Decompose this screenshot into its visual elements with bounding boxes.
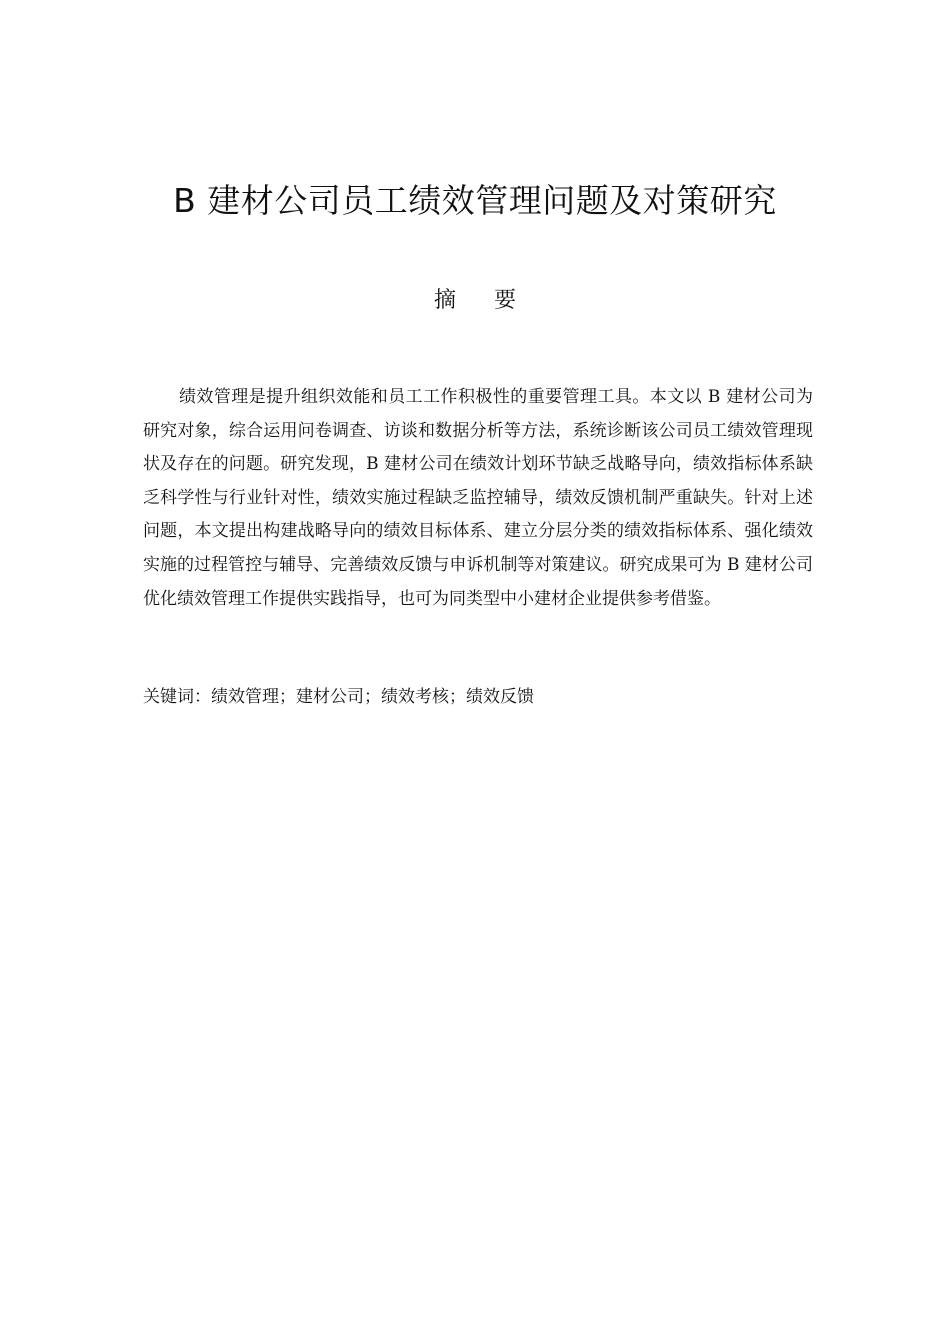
abstract-heading: 摘要 [433, 288, 554, 313]
abstract-paragraph: 绩效管理是提升组织效能和员工工作积极性的重要管理工具。本文以 B 建材公司为研究对象，综合运用问卷调查、访谈和数据分析等方法，系统诊断该公司员工绩效管理现状及存在的问题。研究发现，B 建材公司在绩效计划环节缺乏战略导向，绩效指标体系缺乏科学性与行业针对性，绩效实施过程缺乏监控辅导，绩效反馈机制严重缺失。针对上述问题，本文提出构建战略导向的绩效目标体系、建立分层分类的绩效指标体系、强化绩效实施的过程管控与辅导、完善绩效反馈与申诉机制等对策建议。研究成果可为 B 建材公司优化绩效管理工作提供实践指导，也可为同类型中小建材企业提供参考借鉴。 [143, 387, 813, 609]
document-title: B 建材公司员工绩效管理问题及对策研究 [173, 181, 777, 220]
keywords-line: 关键词：绩效管理；建材公司；绩效考核；绩效反馈 [143, 687, 534, 707]
